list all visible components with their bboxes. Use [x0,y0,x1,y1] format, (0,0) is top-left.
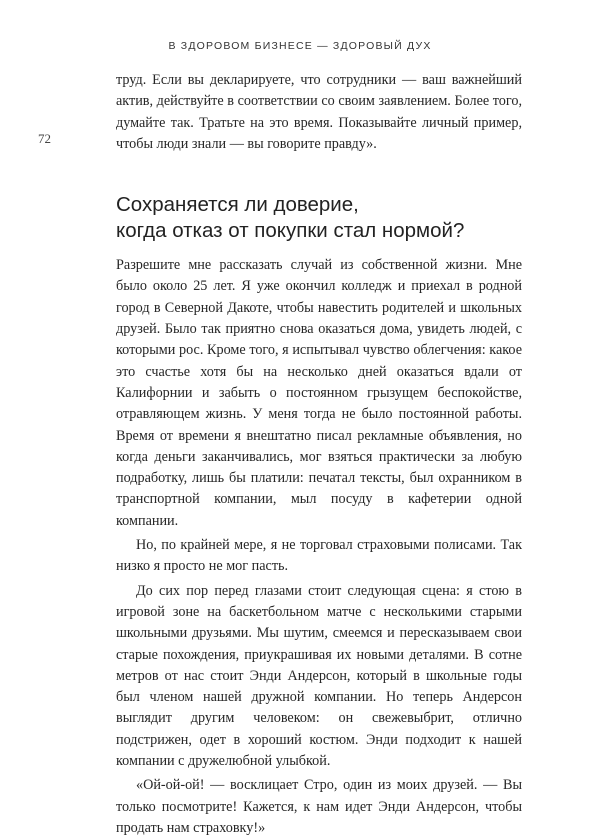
paragraph-4: «Ой-ой-ой! — восклицает Стро, один из моих друзей. — Вы только посмотрите! Кажется, к нам идет Энди Андерсон, чтобы продать нам страховку!» [116,777,522,836]
section-heading-line-1: Сохраняется ли доверие, [116,193,359,217]
page-number: 72 [38,131,51,146]
paragraph-1: Разрешите мне рассказать случай из собственной жизни. Мне было около 25 лет. Я уже окончил колледж и приехал в родной город в Северной Дакоте, чтобы навестить родителей и школьных друзей. Было так приятно снова оказаться дома, увидеть людей, с которыми рос. Кроме того, я испытывал чувство облегчения: какое это счастье хотя бы на несколько дней оказаться вдали от Калифорнии и забыть о постоянном грызущем беспокойстве, отравляющем жизнь. У меня тогда не было постоянной работы. Время от времени я внештатно писал рекламные объявления, но когда деньги заканчивались, мог взяться практически за любую подработку, лишь бы платили: печатал тексты, был охранником в транспортной компании, мыл посуду в кафетерии одной компании. [116,257,522,529]
section-heading-line-2: когда отказ от покупки стал нормой? [116,219,465,243]
intro-paragraph: труд. Если вы декларируете, что сотрудники — ваш важнейший актив, действуйте в соответствии со своим заявлением. Более того, думайте так. Тратьте на это время. Показывайте личный пример, чтобы люди знали — вы говорите правду». [116,72,522,152]
section-heading [116,192,522,244]
page-body [116,70,522,839]
running-head: В ЗДОРОВОМ БИЗНЕСЕ — ЗДОРОВЫЙ ДУХ [168,40,432,52]
paragraph-3: До сих пор перед глазами стоит следующая сцена: я стою в игровой зоне на баскетбольном матче с несколькими старыми школьными друзьями. Мы шутим, смеемся и пересказываем свои старые похождения, приукрашивая их новыми деталями. В сотне метров от нас стоит Энди Андерсон, который в школьные годы был членом нашей дружной компании. Но теперь Андерсон выглядит другим человеком: он свежевыбрит, отлично подстрижен, одет в хороший костюм. Энди подходит к нашей компании с дружелюбной улыбкой. [116,582,522,770]
paragraph-2: Но, по крайней мере, я не торговал страховыми полисами. Так низко я просто не мог пасть. [116,537,522,575]
